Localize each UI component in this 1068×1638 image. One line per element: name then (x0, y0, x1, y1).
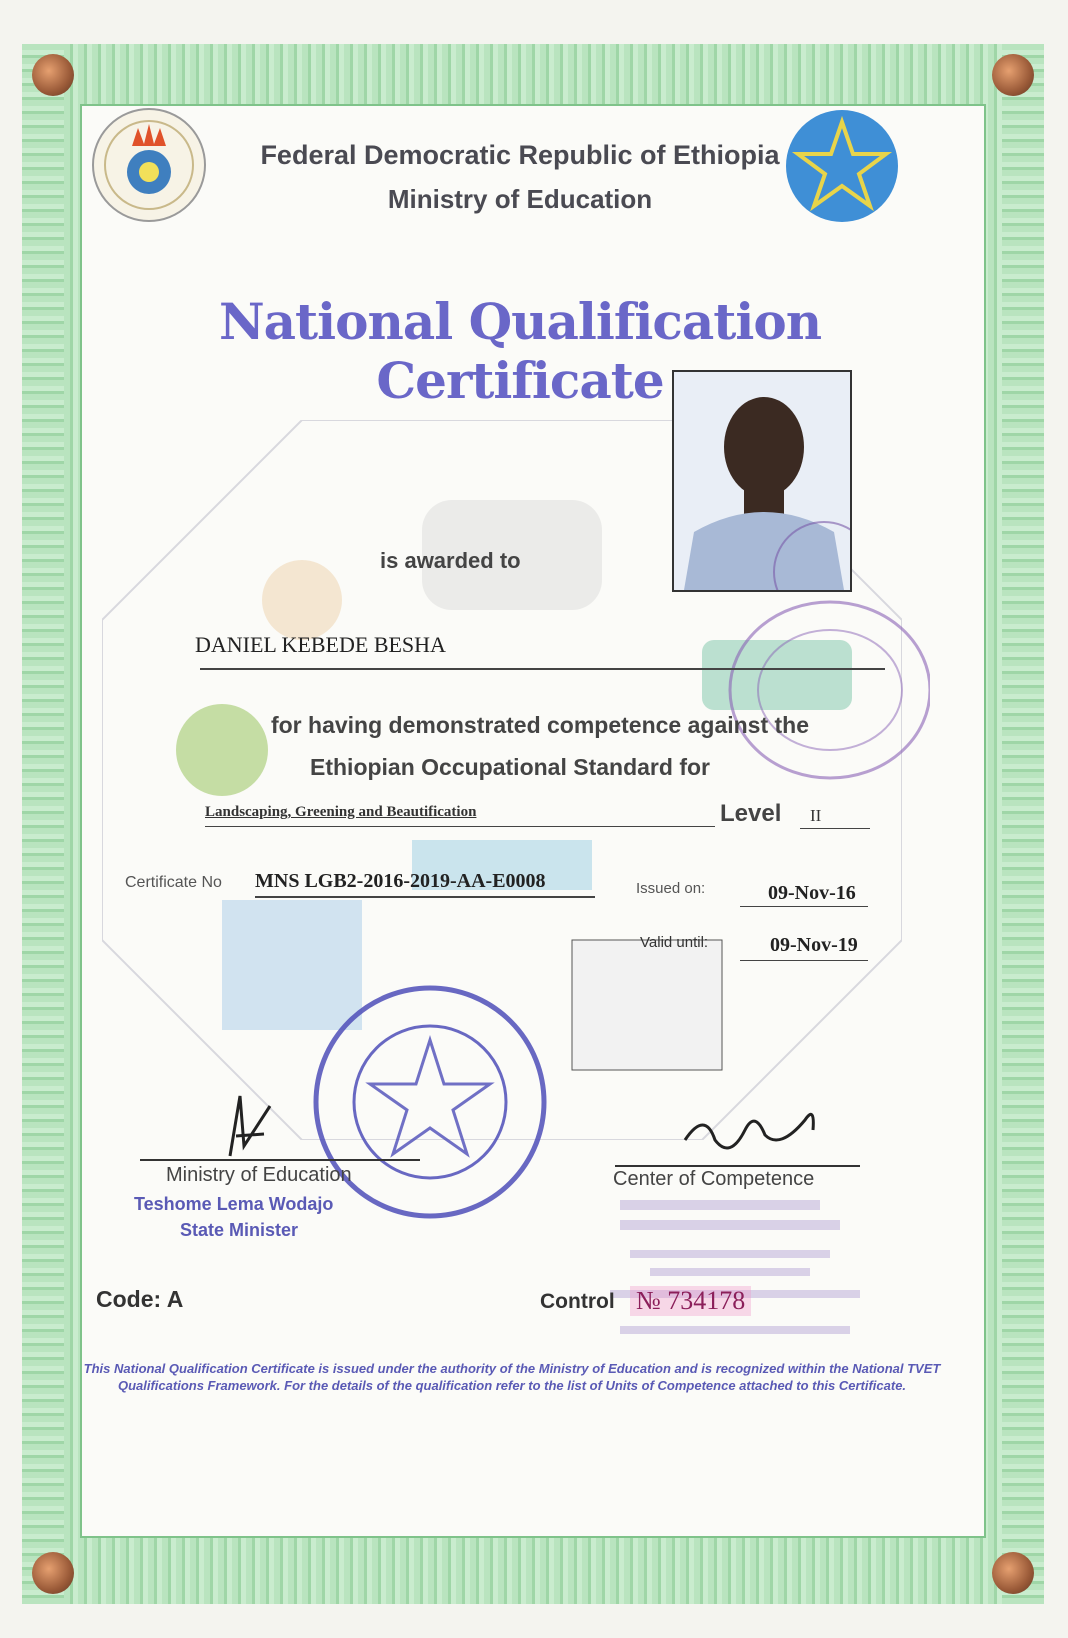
issued-on: 09-Nov-16 (768, 882, 856, 904)
left-signatory-name: Teshome Lema Wodajo (134, 1194, 334, 1214)
awarded-to-label: is awarded to (380, 548, 521, 573)
left-signatory-title: State Minister (180, 1220, 299, 1240)
valid-until-underline (740, 960, 868, 961)
portrait-icon (674, 372, 850, 590)
issued-on-label: Issued on: (636, 880, 706, 897)
minister-signature (140, 1086, 420, 1166)
decorative-border-right (1002, 44, 1044, 1604)
corner-ornament-icon (992, 1552, 1034, 1594)
level-label: Level (720, 800, 782, 827)
right-signatory-org: Center of Competence (613, 1168, 815, 1190)
certificate-no-underline (255, 896, 595, 898)
decorative-border-left (22, 44, 64, 1604)
valid-until-label: Valid until: (640, 934, 709, 951)
corner-ornament-icon (32, 1552, 74, 1594)
director-stamp (600, 1192, 870, 1342)
control-number: № 734178 (630, 1286, 751, 1316)
ministry-seal-icon (90, 106, 208, 224)
level-underline (800, 828, 870, 829)
level-value: II (810, 806, 822, 825)
footer-note: This National Qualification Certificate is issued under the authority of the Ministry of Education and is recognized within the National TVET Qualifications Framework. For the details of the qualification refer to the list of Units of Competence attached to this Certificate. (83, 1361, 941, 1393)
code-label: Code: A (96, 1286, 184, 1312)
occupation: Landscaping, Greening and Beautification (205, 804, 477, 820)
left-signatory-org: Ministry of Education (166, 1164, 352, 1186)
control-label: Control (540, 1290, 615, 1313)
certificate-title: National Qualification Certificate (218, 292, 822, 410)
corner-ornament-icon (32, 54, 74, 96)
center-director-signature (615, 1100, 860, 1170)
corner-ornament-icon (992, 54, 1034, 96)
recipient-name: DANIEL KEBEDE BESHA (195, 632, 446, 657)
valid-until: 09-Nov-19 (770, 934, 858, 956)
name-underline (200, 668, 885, 670)
issued-on-underline (740, 906, 868, 907)
recipient-photo (672, 370, 852, 592)
occupation-underline (205, 826, 715, 827)
competence-line-2: Ethiopian Occupational Standard for (310, 754, 710, 780)
certificate-no: MNS LGB2-2016-2019-AA-E0008 (255, 870, 546, 892)
header-ministry: Ministry of Education (387, 184, 653, 214)
competence-line-1: for having demonstrated competence against the (270, 712, 810, 738)
certificate-no-label: Certificate No (125, 874, 222, 891)
header-country: Federal Democratic Republic of Ethiopia (260, 140, 780, 170)
